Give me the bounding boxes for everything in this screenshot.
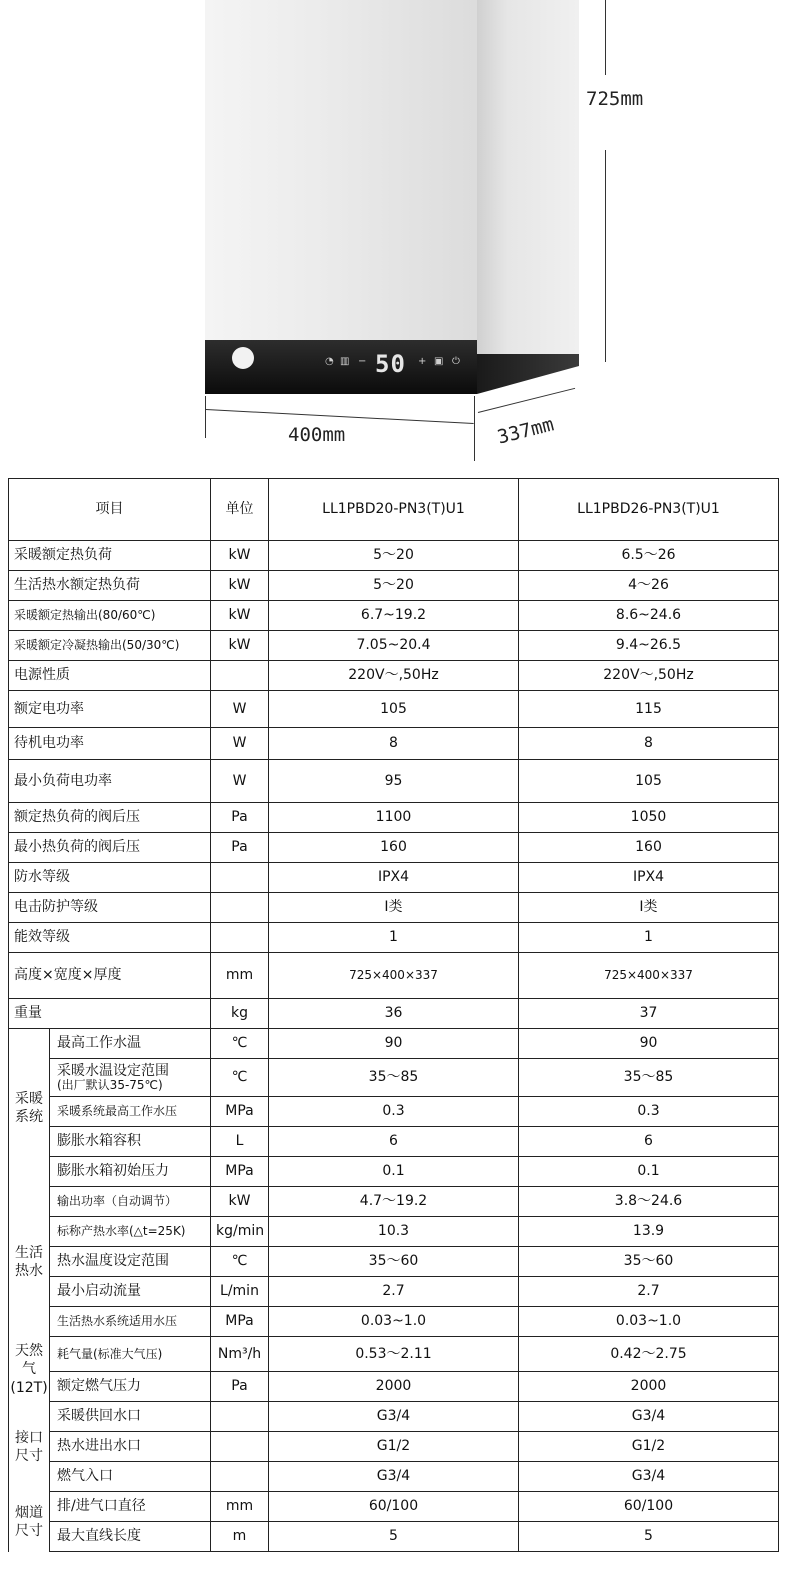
row-value-a: 0.53～2.11 (269, 1337, 519, 1372)
row-value-b: IPX4 (519, 863, 779, 893)
table-row (9, 1402, 779, 1432)
row-unit (211, 893, 269, 923)
row-value-b: 5 (519, 1522, 779, 1552)
group-label: 采暖系统 (9, 1029, 50, 1187)
row-value-a: 0.1 (269, 1157, 519, 1187)
row-value-b: 220V～,50Hz (519, 661, 779, 691)
row-unit (211, 661, 269, 691)
row-label: 额定电功率 (9, 691, 211, 728)
table-row (9, 760, 779, 803)
row-unit: Nm³/h (211, 1337, 269, 1372)
height-dim-line-top (605, 0, 606, 75)
row-unit: mm (211, 1492, 269, 1522)
row-value-b: 60/100 (519, 1492, 779, 1522)
row-value-a: 5 (269, 1522, 519, 1552)
table-row (9, 661, 779, 691)
row-label-text: 燃气入口 (57, 1468, 113, 1485)
row-label: 采暖额定热输出(80/60℃) (9, 601, 211, 631)
row-unit (211, 1432, 269, 1462)
row-label-text: 耗气量(标准大气压) (57, 1346, 163, 1361)
row-value-a: Ⅰ类 (269, 893, 519, 923)
row-unit: ℃ (211, 1247, 269, 1277)
row-unit: ℃ (211, 1029, 269, 1059)
row-label-text: 采暖供回水口 (57, 1408, 141, 1425)
width-dimension-label: 400mm (288, 424, 346, 446)
table-row (9, 1187, 779, 1217)
row-value-a: 6.7~19.2 (269, 601, 519, 631)
table-row (9, 1432, 779, 1462)
row-value-b: 35～60 (519, 1247, 779, 1277)
row-label: 采暖额定冷凝热输出(50/30℃) (9, 631, 211, 661)
depth-dimension-label: 337mm (495, 413, 557, 449)
header-model-a: LL1PBD20-PN3(T)U1 (269, 479, 519, 541)
brand-logo (232, 347, 254, 369)
row-value-a: 725×400×337 (269, 953, 519, 999)
table-row (9, 631, 779, 661)
tap-icon: ▥ (340, 356, 350, 367)
table-row (9, 803, 779, 833)
table-row (9, 571, 779, 601)
row-label: 高度×宽度×厚度 (9, 953, 211, 999)
table-row (9, 863, 779, 893)
row-value-a: 35～60 (269, 1247, 519, 1277)
row-unit: MPa (211, 1157, 269, 1187)
row-value-a: 0.3 (269, 1097, 519, 1127)
row-unit: W (211, 760, 269, 803)
row-value-a: 36 (269, 999, 519, 1029)
row-unit: kg (211, 999, 269, 1029)
row-value-b: 13.9 (519, 1217, 779, 1247)
row-label: 电源性质 (9, 661, 211, 691)
table-row (9, 1337, 779, 1372)
row-value-b: 8 (519, 728, 779, 760)
row-value-a: G3/4 (269, 1402, 519, 1432)
row-label-text: 输出功率（自动调节） (57, 1194, 178, 1209)
row-value-a: G3/4 (269, 1462, 519, 1492)
table-row (9, 923, 779, 953)
power-icon: ⏻ (452, 356, 460, 367)
row-label: 能效等级 (9, 923, 211, 953)
row-value-a: 1100 (269, 803, 519, 833)
row-value-a: 2000 (269, 1372, 519, 1402)
row-value-a: 5～20 (269, 541, 519, 571)
table-row (9, 1277, 779, 1307)
row-value-a: 7.05~20.4 (269, 631, 519, 661)
row-label-text: 采暖系统最高工作水压 (57, 1104, 178, 1119)
row-value-b: 8.6~24.6 (519, 601, 779, 631)
row-label: 最小热负荷的阀后压 (9, 833, 211, 863)
row-unit: mm (211, 953, 269, 999)
settings-icon: ▣ (434, 356, 444, 367)
row-unit: L/min (211, 1277, 269, 1307)
row-unit: kW (211, 601, 269, 631)
product-illustration (0, 0, 790, 470)
row-value-b: 0.03~1.0 (519, 1307, 779, 1337)
row-unit: Pa (211, 833, 269, 863)
row-label: 最小负荷电功率 (9, 760, 211, 803)
row-unit: Pa (211, 803, 269, 833)
row-value-b: G3/4 (519, 1462, 779, 1492)
table-row (9, 1372, 779, 1402)
row-value-b: 37 (519, 999, 779, 1029)
row-label-text: 最大直线长度 (57, 1528, 141, 1545)
row-label: 待机电功率 (9, 728, 211, 760)
row-value-a: 10.3 (269, 1217, 519, 1247)
row-value-a: 1 (269, 923, 519, 953)
group-label: 生活热水 (9, 1187, 50, 1337)
group-label: 烟道尺寸 (9, 1492, 50, 1552)
row-label-text: 热水温度设定范围 (57, 1253, 169, 1270)
boiler-front (205, 0, 477, 340)
row-value-b: 9.4~26.5 (519, 631, 779, 661)
boiler-side-bottom (477, 354, 579, 394)
row-unit (211, 1462, 269, 1492)
table-row (9, 1247, 779, 1277)
row-value-b: 0.42～2.75 (519, 1337, 779, 1372)
row-unit (211, 923, 269, 953)
row-value-b: Ⅰ类 (519, 893, 779, 923)
row-label: 额定热负荷的阀后压 (9, 803, 211, 833)
table-row (9, 728, 779, 760)
row-value-b: G1/2 (519, 1432, 779, 1462)
group-label: 天然气(12T) (9, 1337, 50, 1402)
height-dim-line-bottom (605, 150, 606, 362)
table-row (9, 541, 779, 571)
row-value-a: 95 (269, 760, 519, 803)
row-unit: W (211, 691, 269, 728)
table-row (9, 953, 779, 999)
boiler-side (477, 0, 579, 360)
row-label-note: (出厂默认35-75℃) (57, 1077, 163, 1092)
width-dim-line (206, 409, 474, 424)
row-value-b: 0.1 (519, 1157, 779, 1187)
table-row (9, 1157, 779, 1187)
table-row (9, 893, 779, 923)
row-value-a: 2.7 (269, 1277, 519, 1307)
depth-dim-line (478, 388, 575, 413)
height-dimension-label: 725mm (586, 88, 644, 110)
row-value-b: 725×400×337 (519, 953, 779, 999)
row-value-a: 4.7～19.2 (269, 1187, 519, 1217)
header-model-b: LL1PBD26-PN3(T)U1 (519, 479, 779, 541)
table-row (9, 601, 779, 631)
table-row (9, 1029, 779, 1059)
row-unit: Pa (211, 1372, 269, 1402)
row-label: 采暖额定热负荷 (9, 541, 211, 571)
plus-icon: + (418, 356, 427, 367)
table-row (9, 691, 779, 728)
row-unit: kg/min (211, 1217, 269, 1247)
row-label-text: 膨胀水箱容积 (57, 1133, 141, 1150)
temperature-display: 50 (375, 350, 406, 378)
row-value-a: 5～20 (269, 571, 519, 601)
row-value-a: 90 (269, 1029, 519, 1059)
row-value-a: IPX4 (269, 863, 519, 893)
row-value-a: 220V～,50Hz (269, 661, 519, 691)
row-value-b: 0.3 (519, 1097, 779, 1127)
table-row (9, 1522, 779, 1552)
row-label-text: 排/进气口直径 (57, 1498, 146, 1515)
row-label: 防水等级 (9, 863, 211, 893)
group-label: 接口尺寸 (9, 1402, 50, 1492)
row-unit: kW (211, 631, 269, 661)
row-unit: L (211, 1127, 269, 1157)
row-label-text: 热水进出水口 (57, 1438, 141, 1455)
row-unit (211, 1402, 269, 1432)
row-unit: m (211, 1522, 269, 1552)
row-label-text: 额定燃气压力 (57, 1378, 141, 1395)
row-label: 电击防护等级 (9, 893, 211, 923)
row-value-b: 3.8～24.6 (519, 1187, 779, 1217)
row-unit: kW (211, 571, 269, 601)
row-value-a: 6 (269, 1127, 519, 1157)
row-label-text: 标称产热水率(△t=25K) (57, 1224, 186, 1239)
table-header-row (9, 479, 779, 541)
row-unit: ℃ (211, 1059, 269, 1097)
row-value-b: 2000 (519, 1372, 779, 1402)
row-value-b: 1 (519, 923, 779, 953)
row-value-a: 60/100 (269, 1492, 519, 1522)
table-row (9, 1127, 779, 1157)
table-row (9, 833, 779, 863)
row-value-a: 35～85 (269, 1059, 519, 1097)
table-row (9, 999, 779, 1029)
row-value-b: 160 (519, 833, 779, 863)
header-unit: 单位 (211, 479, 269, 541)
row-unit: W (211, 728, 269, 760)
row-value-b: 6 (519, 1127, 779, 1157)
row-value-a: 105 (269, 691, 519, 728)
row-label: 生活热水额定热负荷 (9, 571, 211, 601)
row-value-b: 1050 (519, 803, 779, 833)
row-label-text: 生活热水系统适用水压 (57, 1314, 178, 1329)
table-row (9, 1217, 779, 1247)
row-unit (211, 863, 269, 893)
width-dim-tick-right (474, 396, 475, 461)
row-unit: MPa (211, 1307, 269, 1337)
row-unit: kW (211, 541, 269, 571)
row-value-b: 35～85 (519, 1059, 779, 1097)
table-row (9, 1307, 779, 1337)
row-value-b: 115 (519, 691, 779, 728)
row-unit: kW (211, 1187, 269, 1217)
row-label-text: 最高工作水温 (57, 1035, 141, 1052)
power-mode-icon: ◔ (325, 356, 334, 367)
row-label-text: 采暖水温设定范围 (57, 1062, 169, 1079)
row-unit: MPa (211, 1097, 269, 1127)
row-label-text: 最小启动流量 (57, 1283, 141, 1300)
row-value-b: 2.7 (519, 1277, 779, 1307)
row-value-b: 4～26 (519, 571, 779, 601)
spec-table (8, 478, 779, 1552)
row-label-text: 膨胀水箱初始压力 (57, 1163, 169, 1180)
width-dim-tick-left (205, 396, 206, 438)
row-label: 重量 (9, 999, 211, 1029)
row-value-a: 0.03~1.0 (269, 1307, 519, 1337)
row-value-a: G1/2 (269, 1432, 519, 1462)
row-value-a: 160 (269, 833, 519, 863)
row-value-b: G3/4 (519, 1402, 779, 1432)
row-value-a: 8 (269, 728, 519, 760)
row-value-b: 90 (519, 1029, 779, 1059)
table-row (9, 1097, 779, 1127)
header-item: 项目 (9, 479, 211, 541)
table-row (9, 1492, 779, 1522)
table-row (9, 1059, 779, 1097)
row-value-b: 6.5～26 (519, 541, 779, 571)
row-value-b: 105 (519, 760, 779, 803)
minus-icon: − (358, 356, 367, 367)
table-row (9, 1462, 779, 1492)
